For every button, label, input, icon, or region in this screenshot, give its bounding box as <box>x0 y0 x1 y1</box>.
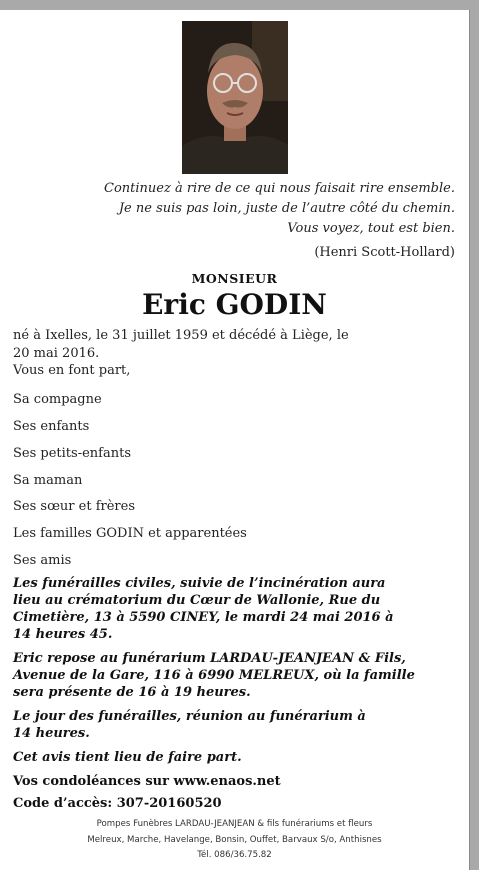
reunion-text-line: Le jour des funérailles, réunion au funérarium à <box>13 709 366 724</box>
honorific: MONSIEUR <box>191 271 278 286</box>
family-member: Ses sœur et frères <box>13 499 135 514</box>
family-member: Ses enfants <box>13 419 90 434</box>
funeral-text-line: Les funérailles civiles, suivie de l’incinération aura <box>13 576 386 591</box>
portrait-photo-icon <box>182 21 288 174</box>
quote-line-3: Vous voyez, tout est bien. <box>287 221 455 236</box>
funeral-home-phone: Tél. 086/36.75.82 <box>197 850 272 860</box>
family-member: Sa maman <box>13 473 83 488</box>
viewing-text-line: Avenue de la Gare, 116 à 6990 MELREUX, où la famille <box>13 668 415 683</box>
reunion-text-line: 14 heures. <box>13 726 90 741</box>
funeral-text-line: lieu au crématorium du Cœur de Wallonie, Rue du <box>13 593 381 608</box>
portrait-photo <box>182 21 288 174</box>
notice-text: Cet avis tient lieu de faire part. <box>13 750 242 765</box>
funeral-home-name: Pompes Funèbres LARDAU-JEANJEAN & fils funérariums et fleurs <box>96 819 373 829</box>
family-member: Ses amis <box>13 553 72 568</box>
viewing-text-line: sera présente de 16 à 19 heures. <box>13 685 251 700</box>
family-member: Sa compagne <box>13 392 102 407</box>
birth-line-2: 20 mai 2016. <box>13 346 100 361</box>
quote-line-2: Je ne suis pas loin, juste de l’autre côté du chemin. <box>118 201 455 216</box>
quote-attribution: (Henri Scott-Hollard) <box>314 245 455 260</box>
funeral-home-locations: Melreux, Marche, Havelange, Bonsin, Ouffet, Barvaux S/o, Anthisnes <box>87 835 382 845</box>
funeral-text-line: 14 heures 45. <box>13 627 113 642</box>
obituary-notice <box>0 10 470 870</box>
announcement: Vous en font part, <box>13 363 131 378</box>
condolences-text: Vos condoléances sur www.enaos.net <box>13 774 281 789</box>
deceased-name: Eric GODIN <box>142 288 327 321</box>
viewing-text-line: Eric repose au funérarium LARDAU-JEANJEAN & Fils, <box>13 651 406 666</box>
quote-line-1: Continuez à rire de ce qui nous faisait rire ensemble. <box>104 181 455 196</box>
family-member: Les familles GODIN et apparentées <box>13 526 247 541</box>
funeral-text-line: Cimetière, 13 à 5590 CINEY, le mardi 24 mai 2016 à <box>13 610 394 625</box>
access-code: Code d’accès: 307-20160520 <box>13 796 222 811</box>
birth-line-1: né à Ixelles, le 31 juillet 1959 et décédé à Liège, le <box>13 328 349 343</box>
family-member: Ses petits-enfants <box>13 446 131 461</box>
